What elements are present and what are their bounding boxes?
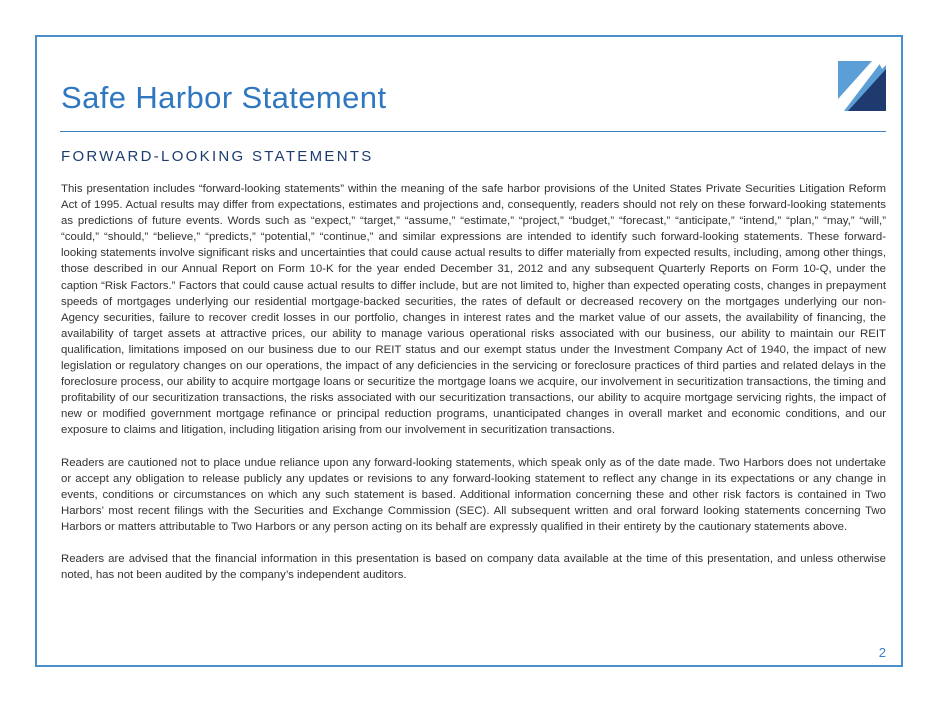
two-harbors-logo-icon bbox=[838, 61, 886, 111]
paragraph-reliance: Readers are cautioned not to place undue reliance upon any forward-looking statements, which speak only as of the date made. Two Harbors does not undertake or accept any obligation to release publicly any updates or revisions to any forward-looking statement to reflect any change in its expectations or any change in events, conditions or circumstances on which any such statement is based. Additional information concerning these and other risk factors is contained in Two Harbors’ most recent filings with the Securities and Exchange Commission (SEC). All subsequent written and oral forward looking statements concerning Two Harbors or matters attributable to Two Harbors or any person acting on its behalf are expressly qualified in their entirety by the cautionary statements above. bbox=[61, 456, 886, 533]
title-divider bbox=[60, 131, 886, 132]
page-number: 2 bbox=[878, 645, 886, 660]
body-text bbox=[61, 181, 886, 583]
paragraph-financial-info: Readers are advised that the financial information in this presentation is based on company data available at the time of this presentation, and unless otherwise noted, has not been audited by the company’s independent auditors. bbox=[61, 553, 886, 582]
paragraph-forward-looking: This presentation includes “forward-looking statements” within the meaning of the safe harbor provisions of the United States Private Securities Litigation Reform Act of 1995. Actual results may differ from expectations, estimates and projections and, consequently, readers should not rely on these forward-looking statements as predictions of future events. Words such as “expect,” “target,” “assume,” “estimate,” “project,” “budget,” “forecast,” “anticipate,” “intend,” “plan,” “may,” “will,” “could,” “should,” “believe,” “predicts,” “potential,” “continue,” and similar expressions are intended to identify such forward-looking statements. These forward-looking statements involve significant risks and uncertainties that could cause actual results to differ materially from expected results, including, among other things, those described in our Annual Report on Form 10-K for the year ended December 31, 2012 and any subsequent Quarterly Reports on Form 10-Q, under the caption “Risk Factors.” Factors that could cause actual results to differ include, but are not limited to, higher than expected operating costs, changes in prepayment speeds of mortgages underlying our residential mortgage-backed securities, the rates of default or decreased recovery on the mortgages underlying our non-Agency securities, failure to recover credit losses in our portfolio, changes in interest rates and the market value of our assets, the availability of financing, the availability of target assets at attractive prices, our ability to manage various operational risks associated with our business, our ability to maintain our REIT qualification, limitations imposed on our business due to our REIT status and our exempt status under the Investment Company Act of 1940, the impact of new legislation or regulatory changes on our operations, the impact of any deficiencies in the servicing or foreclosure practices of third parties and related delays in the foreclosure process, our ability to acquire mortgage loans or securitize the mortgage loans we acquire, our involvement in securitization transactions, the timing and profitability of our securitization transactions, the risks associated with our securitization transactions, our ability to acquire mortgage servicing rights, the impact of new or modified government mortgage refinance or principal reduction programs, unanticipated changes in overall market and economic conditions, and our exposure to claims and litigation, including litigation arising from our involvement in securitization transactions. bbox=[61, 183, 886, 437]
page-title: Safe Harbor Statement bbox=[61, 80, 387, 115]
section-heading: FORWARD-LOOKING STATEMENTS bbox=[61, 148, 374, 165]
